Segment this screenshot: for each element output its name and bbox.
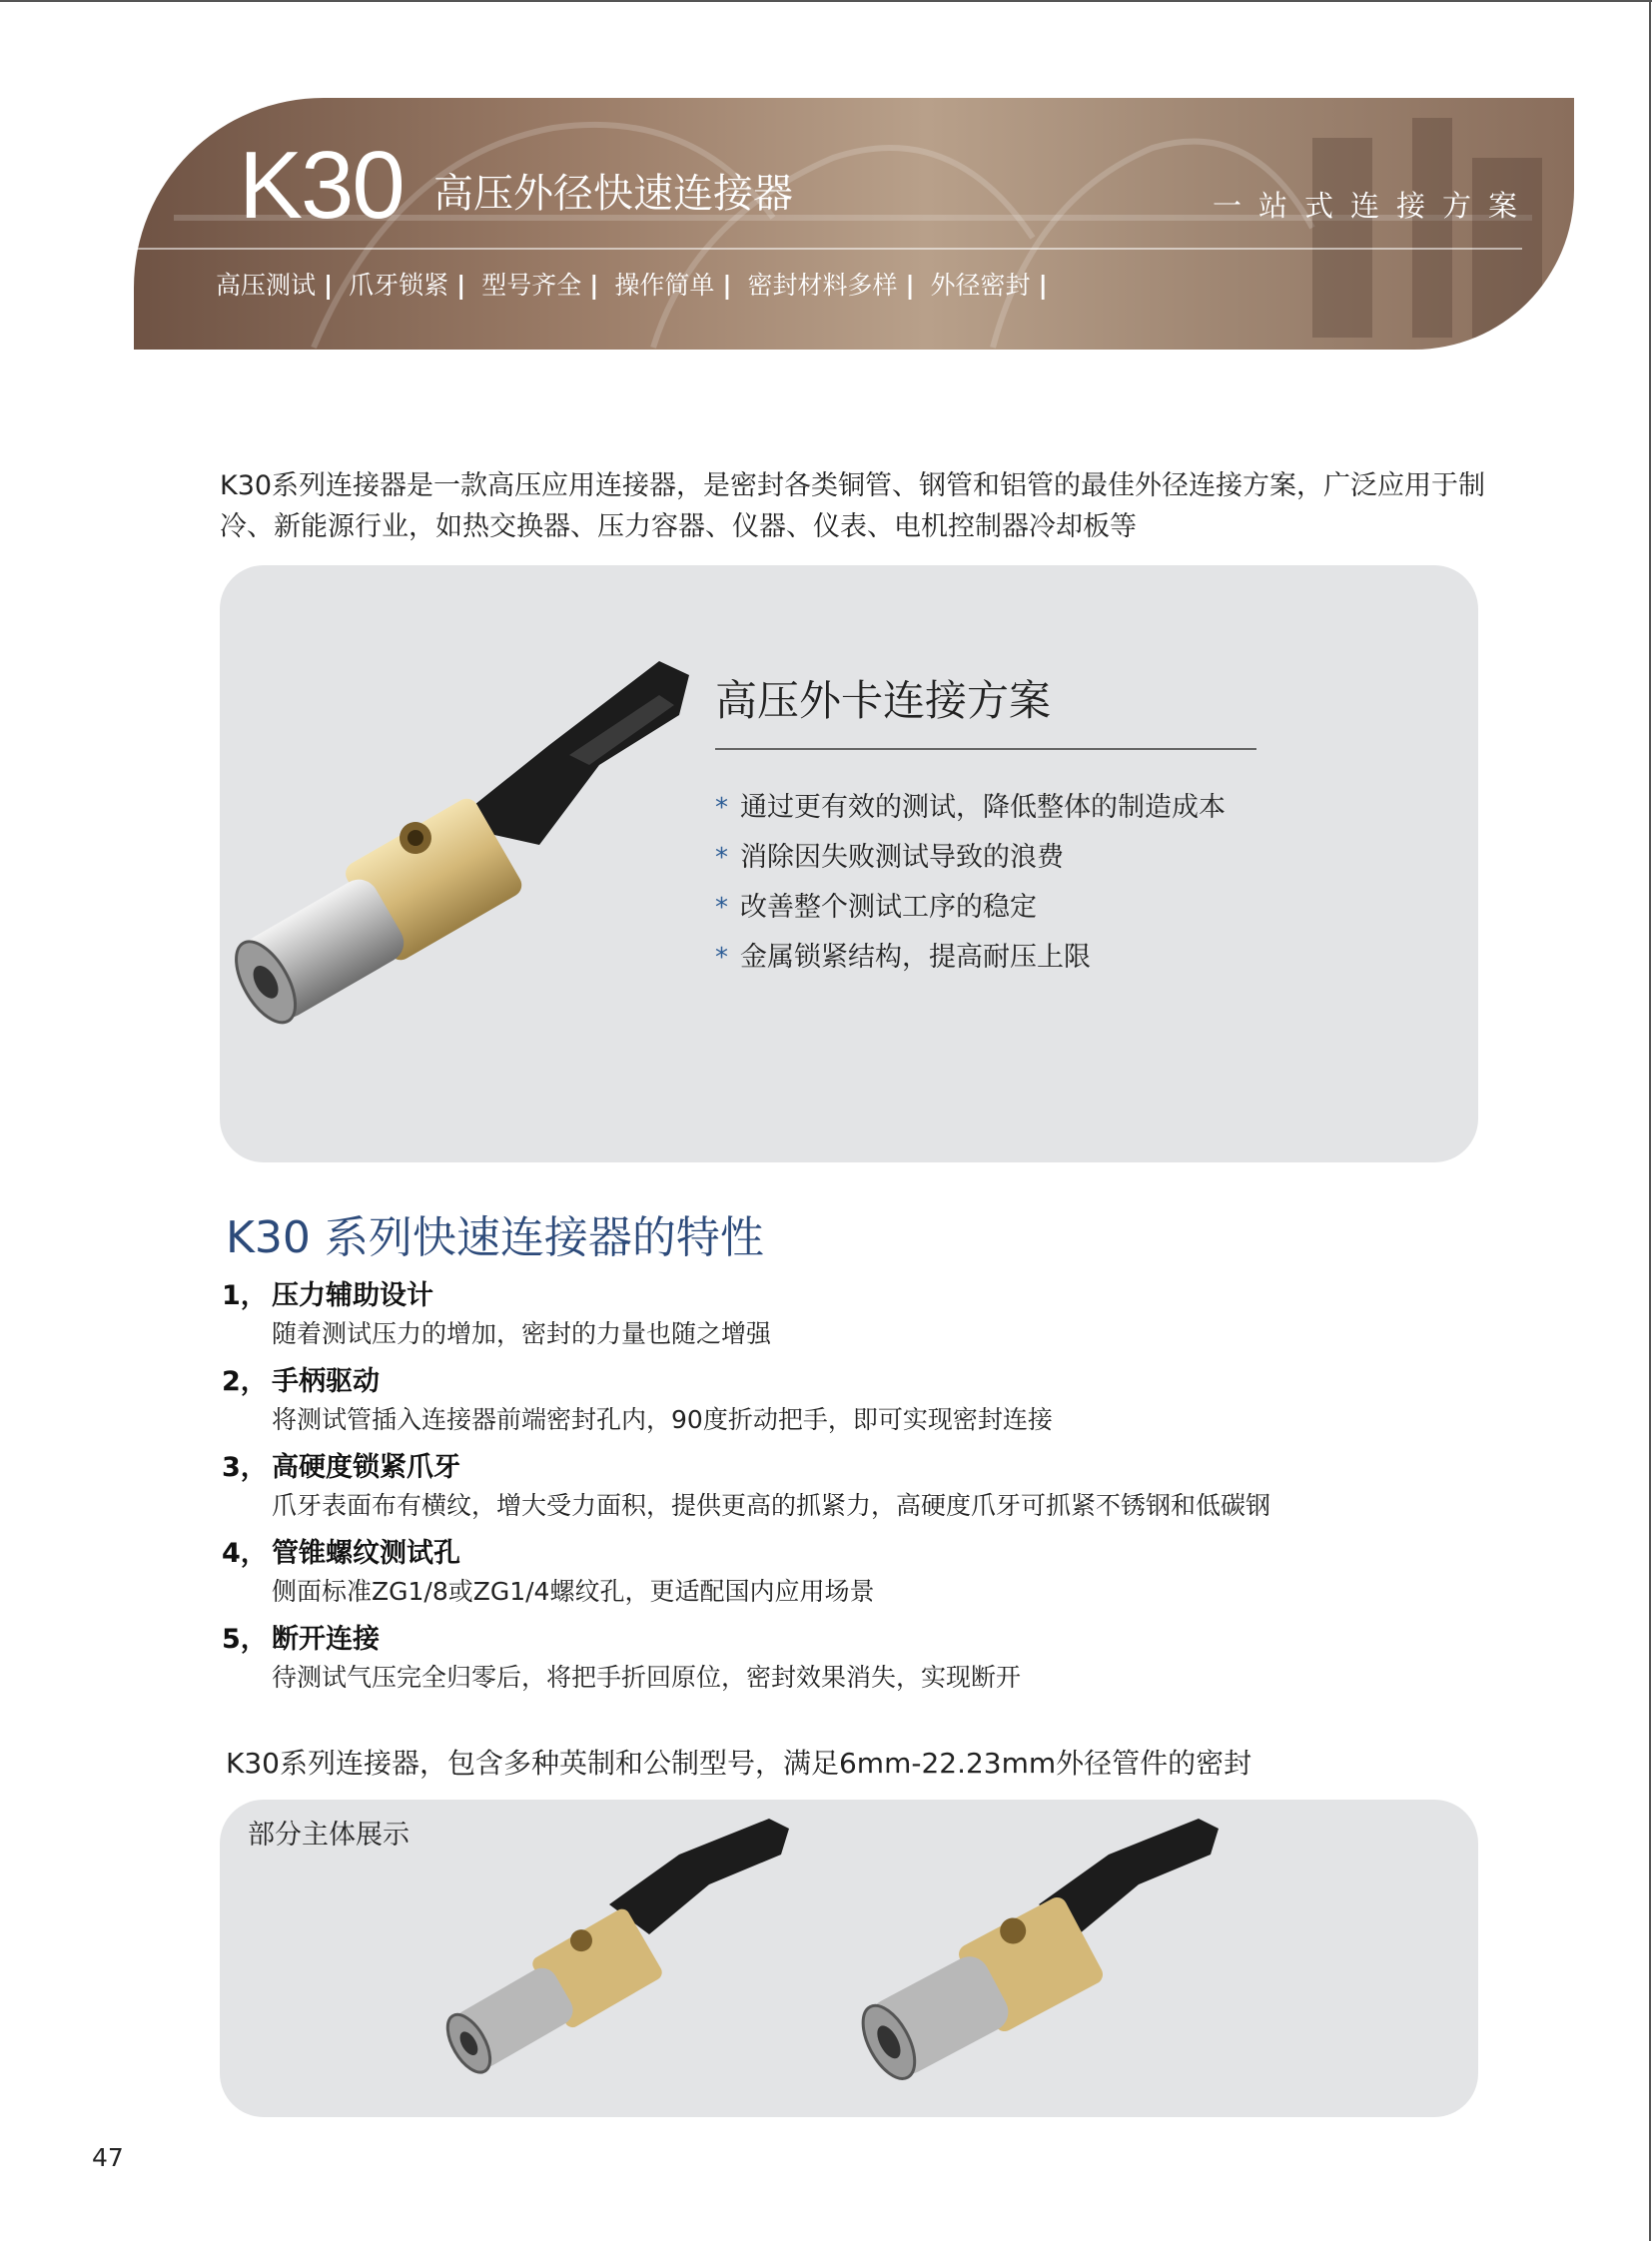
banner-divider	[134, 248, 1522, 250]
page-frame-right	[1649, 0, 1651, 2241]
features-list	[222, 1276, 1420, 1706]
feature-item: 1， 压力辅助设计 随着测试压力的增加，密封的力量也随之增强	[222, 1276, 1420, 1362]
list-item: * 消除因失败测试导致的浪费	[715, 842, 1064, 873]
tag: 密封材料多样	[747, 271, 898, 300]
connector-product-image	[429, 1815, 809, 2104]
feature-title: 断开连接	[272, 1624, 380, 1655]
tag: 型号齐全	[481, 271, 582, 300]
asterisk-icon: *	[715, 943, 728, 973]
list-item: * 改善整个测试工序的稳定	[715, 892, 1037, 923]
slogan: 一站式连接方案	[1213, 189, 1535, 223]
feature-title: 管锥螺纹测试孔	[272, 1538, 460, 1569]
list-item: * 金属锁紧结构，提高耐压上限	[715, 942, 1091, 973]
header-banner	[134, 98, 1574, 350]
showcase-label: 部分主体展示	[248, 1820, 410, 1851]
list-item: * 通过更有效的测试，降低整体的制造成本	[715, 792, 1226, 823]
tag: 高压测试	[216, 271, 317, 300]
feature-desc: 待测试气压完全归零后，将把手折回原位，密封效果消失，实现断开	[272, 1663, 1022, 1692]
feature-tags: 高压测试 | 爪牙锁紧 | 型号齐全 | 操作简单 | 密封材料多样 | 外径密封 |	[216, 271, 1048, 300]
feature-item: 3， 高硬度锁紧爪牙 爪牙表面布有横纹，增大受力面积，提供更高的抓紧力，高硬度爪牙可抓紧不锈钢和低碳钢	[222, 1448, 1420, 1534]
connector-product-image	[859, 1815, 1239, 2104]
feature-desc: 随着测试压力的增加，密封的力量也随之增强	[272, 1319, 772, 1348]
product-code: K30	[239, 132, 404, 239]
product-title: 高压外径快速连接器	[433, 171, 793, 217]
asterisk-icon: *	[715, 843, 728, 873]
feature-item: 2， 手柄驱动 将测试管插入连接器前端密封孔内，90度折动把手，即可实现密封连接	[222, 1362, 1420, 1448]
features-heading: K30 系列快速连接器的特性	[226, 1212, 764, 1263]
asterisk-icon: *	[715, 893, 728, 923]
feature-title: 手柄驱动	[272, 1366, 380, 1397]
connector-product-image	[220, 655, 699, 1154]
feature-desc: 侧面标准ZG1/8或ZG1/4螺纹孔，更适配国内应用场景	[272, 1577, 875, 1606]
feature-title: 高硬度锁紧爪牙	[272, 1452, 460, 1483]
tag: 操作简单	[614, 271, 715, 300]
solution-panel	[220, 565, 1478, 1162]
asterisk-icon: *	[715, 793, 728, 823]
feature-desc: 将测试管插入连接器前端密封孔内，90度折动把手，即可实现密封连接	[272, 1405, 1053, 1434]
solution-title: 高压外卡连接方案	[715, 676, 1052, 725]
feature-desc: 爪牙表面布有横纹，增大受力面积，提供更高的抓紧力，高硬度爪牙可抓紧不锈钢和低碳钢	[272, 1491, 1271, 1520]
feature-item: 5， 断开连接 待测试气压完全归零后，将把手折回原位，密封效果消失，实现断开	[222, 1620, 1420, 1706]
showcase-panel	[220, 1800, 1478, 2117]
tag: 爪牙锁紧	[349, 271, 449, 300]
tag: 外径密封	[930, 271, 1031, 300]
intro-paragraph: K30系列连接器是一款高压应用连接器，是密封各类铜管、钢管和铝管的最佳外径连接方案，广泛应用于制冷、新能源行业，如热交换器、压力容器、仪器、仪表、电机控制器冷却板等	[220, 470, 1486, 542]
page-frame-top	[0, 0, 1652, 2]
range-summary: K30系列连接器，包含多种英制和公制型号，满足6mm-22.23mm外径管件的密封	[226, 1747, 1252, 1780]
feature-item: 4， 管锥螺纹测试孔 侧面标准ZG1/8或ZG1/4螺纹孔，更适配国内应用场景	[222, 1534, 1420, 1620]
page-number: 47	[92, 2143, 124, 2172]
feature-title: 压力辅助设计	[272, 1280, 433, 1311]
title-underline	[715, 748, 1256, 750]
solution-benefits	[715, 783, 1226, 983]
